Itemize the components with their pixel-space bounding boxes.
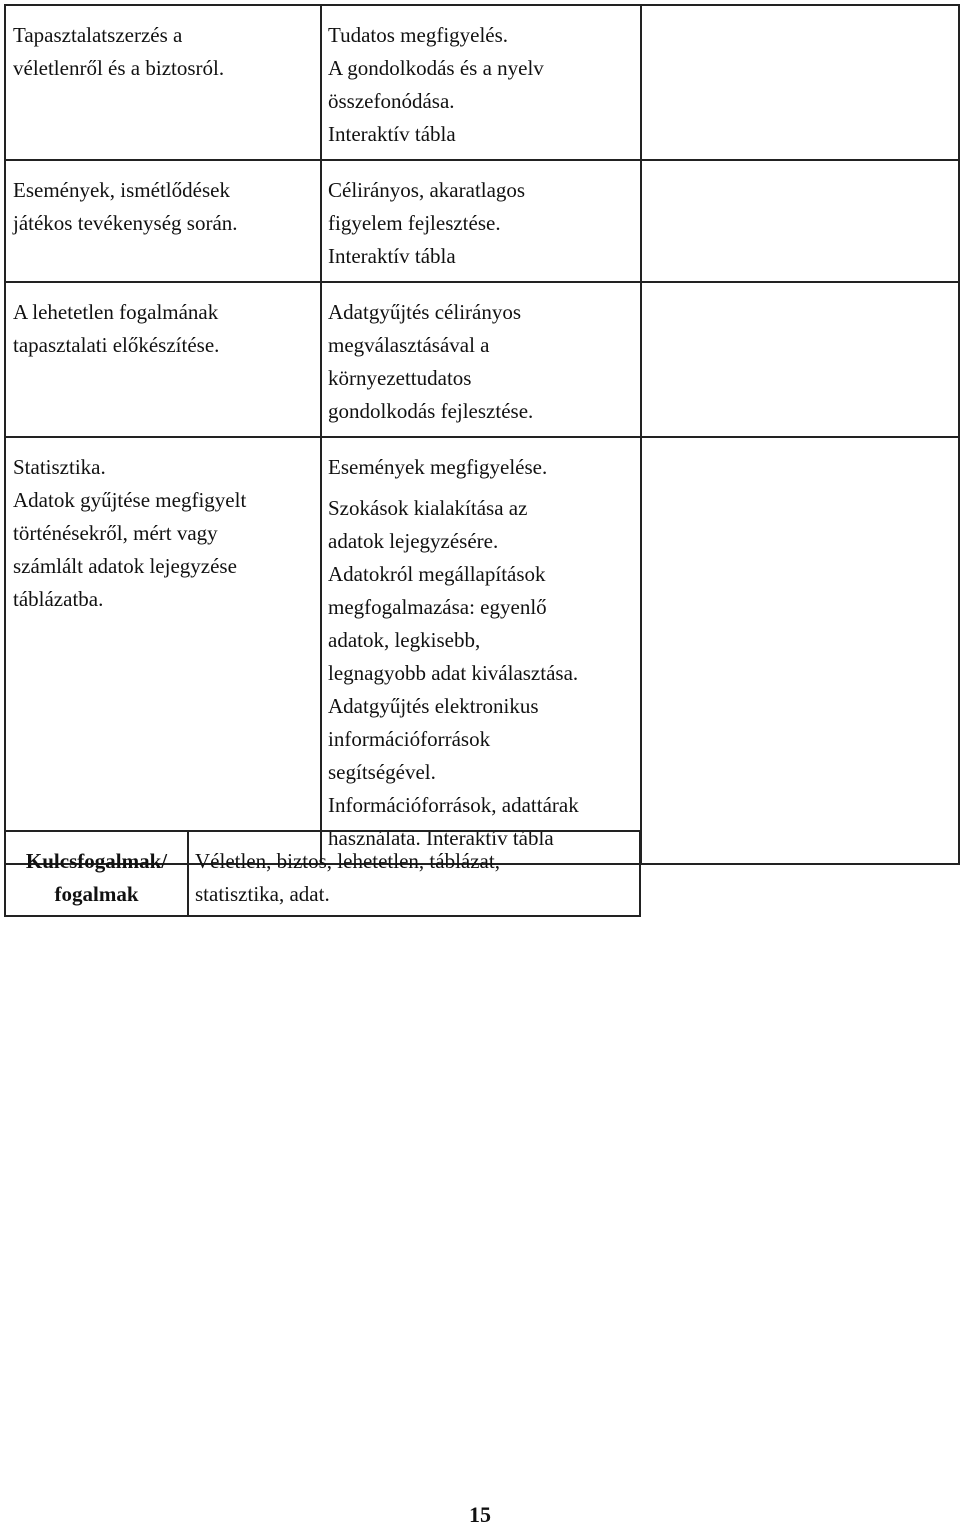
cell-line: Véletlen, biztos, lehetetlen, táblázat, bbox=[195, 849, 500, 873]
cell-line: megválasztásával a bbox=[328, 333, 490, 357]
key-concepts-value bbox=[188, 831, 640, 916]
cell-line: gondolkodás fejlesztése. bbox=[328, 399, 534, 423]
key-concepts-label bbox=[5, 831, 188, 916]
cell-line: adatok lejegyzésére. bbox=[328, 529, 499, 553]
activity-cell bbox=[5, 160, 321, 282]
cell-line: Információforrások, adattárak bbox=[328, 793, 579, 817]
cell-line: tapasztalati előkészítése. bbox=[13, 333, 220, 357]
cell-line: Tudatos megfigyelés. bbox=[328, 23, 509, 47]
table-row bbox=[5, 282, 959, 437]
development-cell bbox=[321, 437, 641, 864]
cell-line: Kulcsfogalmak/ bbox=[25, 849, 168, 873]
cell-line: összefonódása. bbox=[328, 89, 455, 113]
cell-line: Szokások kialakítása az bbox=[328, 496, 528, 520]
cell-line: megfogalmazása: egyenlő bbox=[328, 595, 547, 619]
table-row bbox=[5, 160, 959, 282]
cell-line: adatok, legkisebb, bbox=[328, 628, 481, 652]
empty-cell bbox=[641, 282, 959, 437]
table-row bbox=[5, 5, 959, 160]
cell-line: A lehetetlen fogalmának bbox=[13, 300, 219, 324]
development-cell bbox=[321, 282, 641, 437]
cell-line: Interaktív tábla bbox=[328, 122, 456, 146]
curriculum-table bbox=[4, 4, 960, 865]
table-row bbox=[5, 437, 959, 864]
cell-line: Tapasztalatszerzés a bbox=[13, 23, 183, 47]
activity-cell bbox=[5, 5, 321, 160]
cell-line: Események, ismétlődések bbox=[13, 178, 230, 202]
cell-line: játékos tevékenység során. bbox=[13, 211, 238, 235]
development-cell bbox=[321, 160, 641, 282]
cell-line: táblázatba. bbox=[13, 587, 104, 611]
cell-line: segítségével. bbox=[328, 760, 436, 784]
cell-line: Adatgyűjtés elektronikus bbox=[328, 694, 539, 718]
empty-cell bbox=[641, 437, 959, 864]
cell-line: fogalmak bbox=[54, 882, 139, 906]
activity-cell bbox=[5, 437, 321, 864]
page-number: 15 bbox=[469, 1502, 491, 1527]
cell-line: történésekről, mért vagy bbox=[13, 521, 218, 545]
empty-cell bbox=[641, 5, 959, 160]
cell-line: környezettudatos bbox=[328, 366, 472, 390]
cell-line: számlált adatok lejegyzése bbox=[13, 554, 237, 578]
cell-line: használata. Interaktív tábla bbox=[328, 826, 554, 850]
cell-line: véletlenről és a biztosról. bbox=[13, 56, 225, 80]
cell-line: figyelem fejlesztése. bbox=[328, 211, 501, 235]
cell-line: A gondolkodás és a nyelv bbox=[328, 56, 544, 80]
activity-cell bbox=[5, 282, 321, 437]
key-concepts-table bbox=[4, 830, 641, 917]
cell-line: Adatgyűjtés célirányos bbox=[328, 300, 522, 324]
cell-line: legnagyobb adat kiválasztása. bbox=[328, 661, 579, 685]
cell-line: Adatok gyűjtése megfigyelt bbox=[13, 488, 247, 512]
cell-line: Célirányos, akaratlagos bbox=[328, 178, 526, 202]
cell-line: statisztika, adat. bbox=[195, 882, 330, 906]
cell-line: Interaktív tábla bbox=[328, 244, 456, 268]
cell-line: Adatokról megállapítások bbox=[328, 562, 546, 586]
development-cell bbox=[321, 5, 641, 160]
cell-line: Események megfigyelése. bbox=[328, 455, 548, 479]
empty-cell bbox=[641, 160, 959, 282]
cell-line: információforrások bbox=[328, 727, 491, 751]
cell-line: Statisztika. bbox=[13, 455, 106, 479]
table-row bbox=[5, 831, 640, 916]
